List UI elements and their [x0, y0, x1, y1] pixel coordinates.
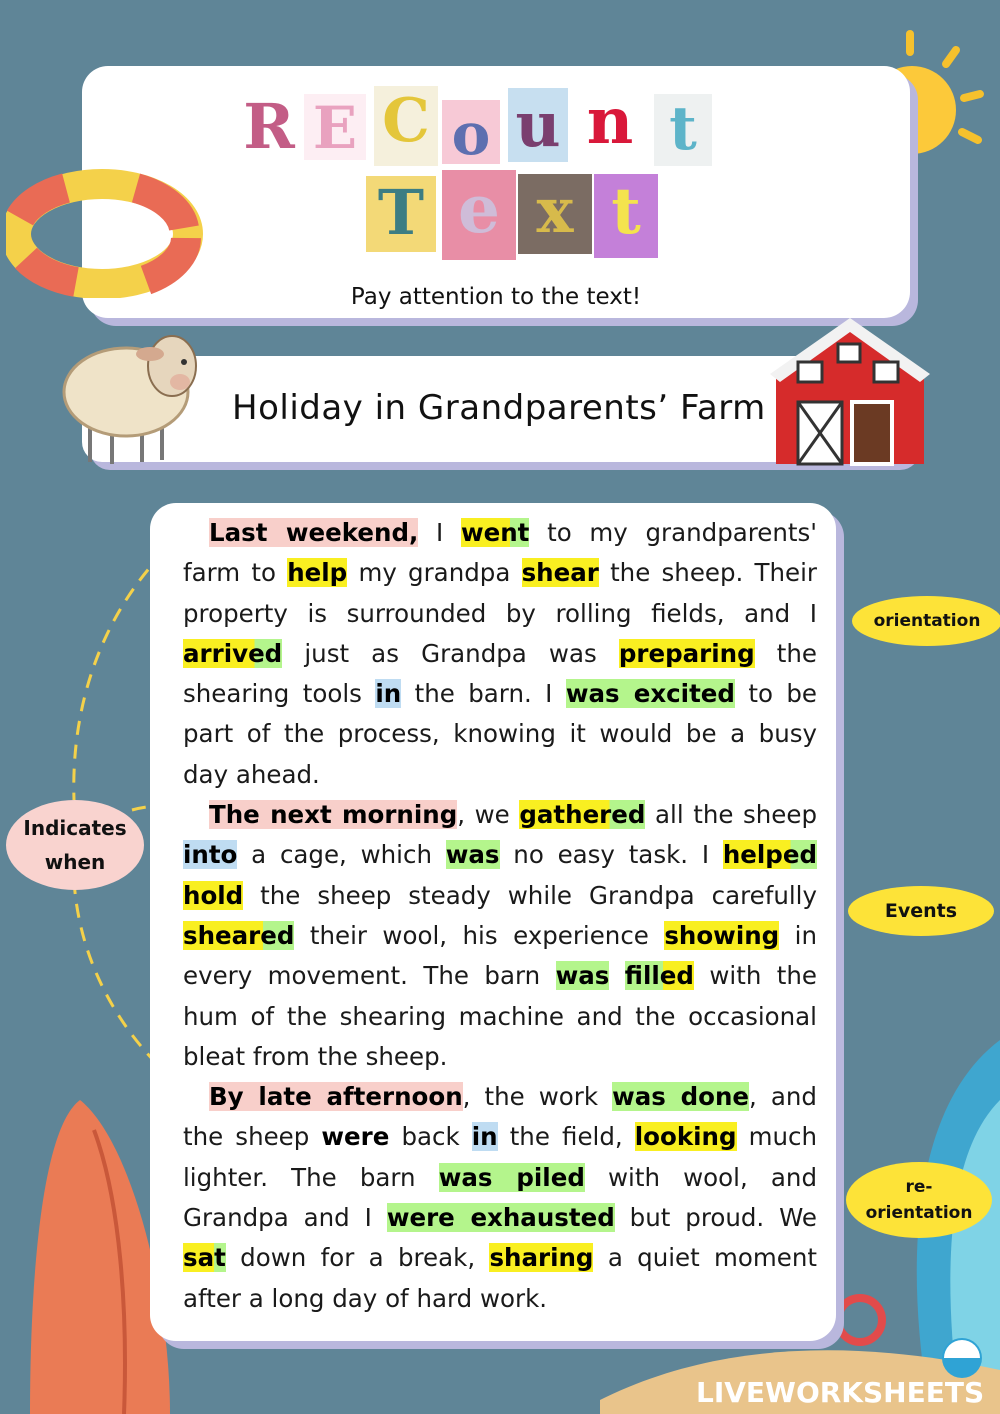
verb: were exhausted — [386, 1203, 615, 1233]
text-run: but proud. We — [614, 1203, 818, 1233]
verb: help — [287, 558, 348, 588]
time-phrase: By late afternoon — [209, 1082, 463, 1112]
verb: sat — [183, 1243, 226, 1273]
story-title: Holiday in Grandparents’ Farm — [232, 388, 766, 428]
text-run: , we — [457, 800, 520, 830]
verb: arrived — [183, 638, 283, 668]
title-letter: E — [304, 94, 366, 160]
text-run: to be part of the process, knowing it would be a busy day ahead. — [183, 679, 818, 789]
label-events: Events — [848, 886, 994, 936]
title-letter: C — [374, 86, 438, 166]
paragraph-events — [183, 795, 817, 1077]
verb: was piled — [438, 1162, 585, 1192]
preposition: into — [183, 840, 238, 870]
text-run: just as Grandpa was — [282, 638, 619, 668]
verb: was — [445, 840, 500, 870]
title-letter: t — [594, 174, 658, 258]
text-run: no easy task. I — [499, 840, 723, 870]
verb: was done — [612, 1082, 750, 1112]
text-run: the sheep. Their property is surrounded by rolling fields, and I — [183, 558, 817, 628]
text-run: I — [418, 518, 461, 547]
text-run — [609, 961, 624, 990]
time-phrase: The next morning — [209, 800, 458, 830]
time-phrase: Last weekend, — [209, 518, 419, 547]
verb: hold — [183, 880, 244, 910]
subtitle: Pay attention to the text! — [350, 284, 642, 310]
title-letter: e — [442, 170, 516, 260]
paragraph-orientation — [183, 513, 817, 795]
verb: sheared — [183, 920, 295, 950]
title-letter: T — [366, 176, 436, 252]
preposition: in — [375, 679, 402, 709]
verb: filled — [624, 961, 694, 991]
title-letter: x — [518, 174, 592, 254]
label-orientation: orientation — [852, 596, 1000, 646]
text-run: in every movement. The barn — [183, 920, 818, 991]
story-text — [183, 513, 817, 1319]
text-run: to my grandparents' farm to — [183, 518, 817, 588]
verb: shear — [521, 558, 599, 588]
text-run: back — [389, 1122, 472, 1152]
text-run: the shearing tools — [183, 638, 817, 709]
text-run: the barn. I — [401, 679, 566, 709]
title-letter: o — [442, 100, 500, 164]
text-run: all the sheep — [645, 800, 817, 830]
text-run: a cage, which — [237, 840, 446, 870]
paragraph-reorientation — [183, 1077, 817, 1319]
label-reorientation: re-orientation — [846, 1162, 992, 1238]
verb: gathered — [519, 800, 646, 830]
watermark: LIVEWORKSHEETS — [696, 1376, 985, 1409]
text-run: my grandpa — [347, 558, 522, 588]
text-run: a quiet moment after a long day of hard work. — [183, 1243, 817, 1313]
text-card — [150, 503, 836, 1341]
verb: was — [555, 961, 610, 991]
verb: was excited — [565, 679, 735, 709]
text-run: , and the sheep — [183, 1082, 817, 1152]
label-indicates-when: Indicates when — [6, 800, 144, 890]
title-letter: n — [574, 84, 646, 166]
verb: looking — [634, 1122, 737, 1152]
text-run: , the work — [462, 1082, 613, 1112]
text-run: the sheep steady while Grandpa carefully — [243, 880, 817, 910]
text-run: much lighter. The barn — [183, 1122, 817, 1192]
text-run: down for a break, — [225, 1243, 490, 1273]
text-run: with the hum of the shearing machine and the occasional bleat from the sheep. — [183, 961, 817, 1071]
title-letter: u — [508, 88, 568, 162]
text-run: with wool, and Grandpa and I — [183, 1162, 817, 1233]
verb: sharing — [489, 1243, 594, 1273]
verb: were — [321, 1122, 390, 1152]
title-letter: t — [654, 94, 712, 166]
text-run: the field, — [497, 1122, 635, 1152]
verb: helped — [722, 840, 817, 870]
preposition: in — [471, 1122, 498, 1152]
verb: showing — [664, 920, 780, 950]
text-run: their wool, his experience — [294, 920, 665, 950]
title-letter: R — [240, 90, 298, 164]
verb: went — [460, 518, 530, 547]
verb: preparing — [618, 638, 755, 668]
